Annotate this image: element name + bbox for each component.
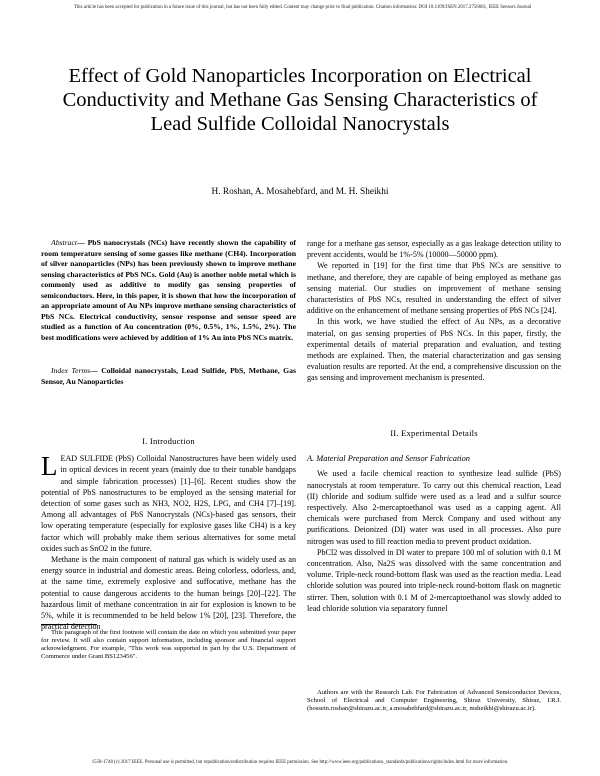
index-terms-text: — Colloidal nanocrystals, Lead Sulfide, PbS, Methane, Gas Sensor, Au Nanoparticles bbox=[41, 366, 296, 386]
section-heading-experimental: II. Experimental Details bbox=[390, 428, 478, 438]
footnote-left: This paragraph of the first footnote will contain the date on which you submitted your paper for review. It will also contain support information, including sponsor and financial support acknowledgment. For example, "This work was supported in part by the U.S. Department of Commerce under Grant BS123456". bbox=[41, 629, 296, 661]
introduction-paragraph-2: Methane is the main component of natural gas which is widely used as an energy source in industrial and domestic areas. Being colorless, odorless, and, at the same time, extremely explosive and suffocative, methane has the potential to cause dangerous accidents to the human beings [20]–[22]. The hazardous limit of methane concentration in air for explosion is known to be 5%, while it is recommended to be held below 1% [20], [23]. Therefore, the practical detection bbox=[41, 555, 296, 632]
abstract-label: Abstract bbox=[51, 238, 78, 247]
paper-title: Effect of Gold Nanoparticles Incorporation on Electrical Conductivity and Methane Gas Sensing Characteristics of Lead Sulfide Colloidal Nanocrystals bbox=[62, 65, 538, 135]
experimental-paragraph-1: We used a facile chemical reaction to synthesize lead sulfide (PbS) nanocrystals at room temperature. To carry out this chemical reaction, Lead (II) chloride and sodium sulfide were used as a lead and a sulfur source respectively. Also 2-mercaptoethanol was used as a capping agent. All chemicals were purchased from Merck Company and used without any purifications. Deionized (DI) water was used in all processes. Also pure nitrogen was used to fill reaction media to prevent product oxidation. bbox=[307, 469, 561, 546]
abstract bbox=[41, 238, 296, 343]
introduction-paragraph-4: In this work, we have studied the effect of Au NPs, as a decorative material, on gas sensing properties of PbS NCs. In this paper, firstly, the experimental details of material preparation and evaluation, and testing methods are explained. Then, the material characterization and gas sensing evaluation results are reported. At the end, a comprehensive discussion on the gas sensing and improvement mechanism is presented. bbox=[307, 317, 561, 383]
right-column-intro bbox=[307, 238, 561, 384]
index-terms-label: Index Terms bbox=[51, 366, 91, 375]
footnote-rule bbox=[41, 624, 97, 625]
experimental-paragraph-2: PbCl2 was dissolved in DI water to prepare 100 ml of solution with 0.1 M concentration. Also, Na2S was dissolved with the same concentration and volume. Triple-neck round-bottom flask was used as the reaction media. Lead chloride solution was poured into triple-neck round-bottom flask on magnetic stirrer. Then, solution with 0.1 M of 2-mercaptoethanol was slowly added to lead chloride solution via separatory funnel bbox=[307, 547, 561, 613]
index-terms bbox=[41, 366, 296, 387]
introduction-section bbox=[41, 436, 296, 632]
experimental-section bbox=[307, 428, 561, 614]
section-heading-introduction: I. Introduction bbox=[142, 436, 195, 446]
copyright-footer: 1558-1748 (c) 2017 IEEE. Personal use is permitted, but republication/redistribution requires IEEE permission. See http://www.ieee.org/publications_standards/publications/rights/index.html for more information. bbox=[91, 760, 509, 765]
author-list: H. Roshan, A. Mosahebfard, and M. H. Sheikhi bbox=[211, 187, 389, 197]
abstract-text: — PbS nanocrystals (NCs) have recently shown the capability of room temperature sensing of some gasses like methane (CH4). Incorporation of silver nanoparticles (NPs) has been previously shown to improve methane sensing characteristics of PbS NCs. Gold (Au) is another noble metal which is commonly used as additive to modify gas sensing properties of semiconductors. Here, in this paper, it is shown that how the incorporation of an appropriate amount of Au NPs improve methane sensing characteristics of PbS NCs. Electrical conductivity, sensor response and sensor speed are studied as a function of Au concentration (0%, 0.5%, 1%, 1.5%, 2%). The best modifications were achieved by addition of 1% Au into PbS NCs matrix. bbox=[41, 238, 296, 342]
subsection-heading-material-preparation: A. Material Preparation and Sensor Fabrication bbox=[307, 454, 470, 464]
drop-cap-letter: L bbox=[41, 451, 58, 482]
footnote-right: Authors are with the Research Lab. For Fabrication of Advanced Semiconductor Devices, School of Electrical and Computer Engineering, Shiraz University, Shiraz, I.R.I. (hossein.roshan@shirazu.ac.ir, a.mosahebfard@shirazu.ac.ir, msheikhi@shirazu.ac.ir). bbox=[307, 689, 561, 713]
introduction-paragraph-3: We reported in [19] for the first time that PbS NCs are sensitive to methane, and therefore, they are capable of being employed as methane gas sensing material. Our studies on improvement of methane sensing characteristics of PbS NCs, resulted in understanding the effect of silver additive on the enhancement of methane sensing properties of PbS NCs [24]. bbox=[307, 261, 561, 316]
introduction-paragraph-continued: range for a methane gas sensor, especially as a gas leakage detection utility to prevent accidents, would be 1%-5% (10000—50000 ppm). bbox=[307, 239, 561, 260]
introduction-paragraph-1: LEAD SULFIDE (PbS) Colloidal Nanostructures have been widely used in optical devices in recent years (mainly due to their tunable bandgaps and simple fabrication processes) [1]–[6]. Recent studies show the potential of PbS nanostructures to be employed as the sensing material for detection of some gases such as NH3, NO2, H2S, LPG, and CH4 [7]–[19]. Among all advantages of PbS Nanocrystals (NCs)-based gas sensors, their low operating temperature (especially for explosive gases like CH4) is a key factor which will probably make them serious alternatives for some metal oxides such as SnO2 in the future. bbox=[41, 451, 296, 553]
journal-header-note: This article has been accepted for publication in a future issue of this journal, but has not been fully edited. Content may change prior to final publication. Citation information: DOI 10.1109/JSEN.2017.2756661, IEEE Sensors Journal bbox=[73, 5, 532, 10]
